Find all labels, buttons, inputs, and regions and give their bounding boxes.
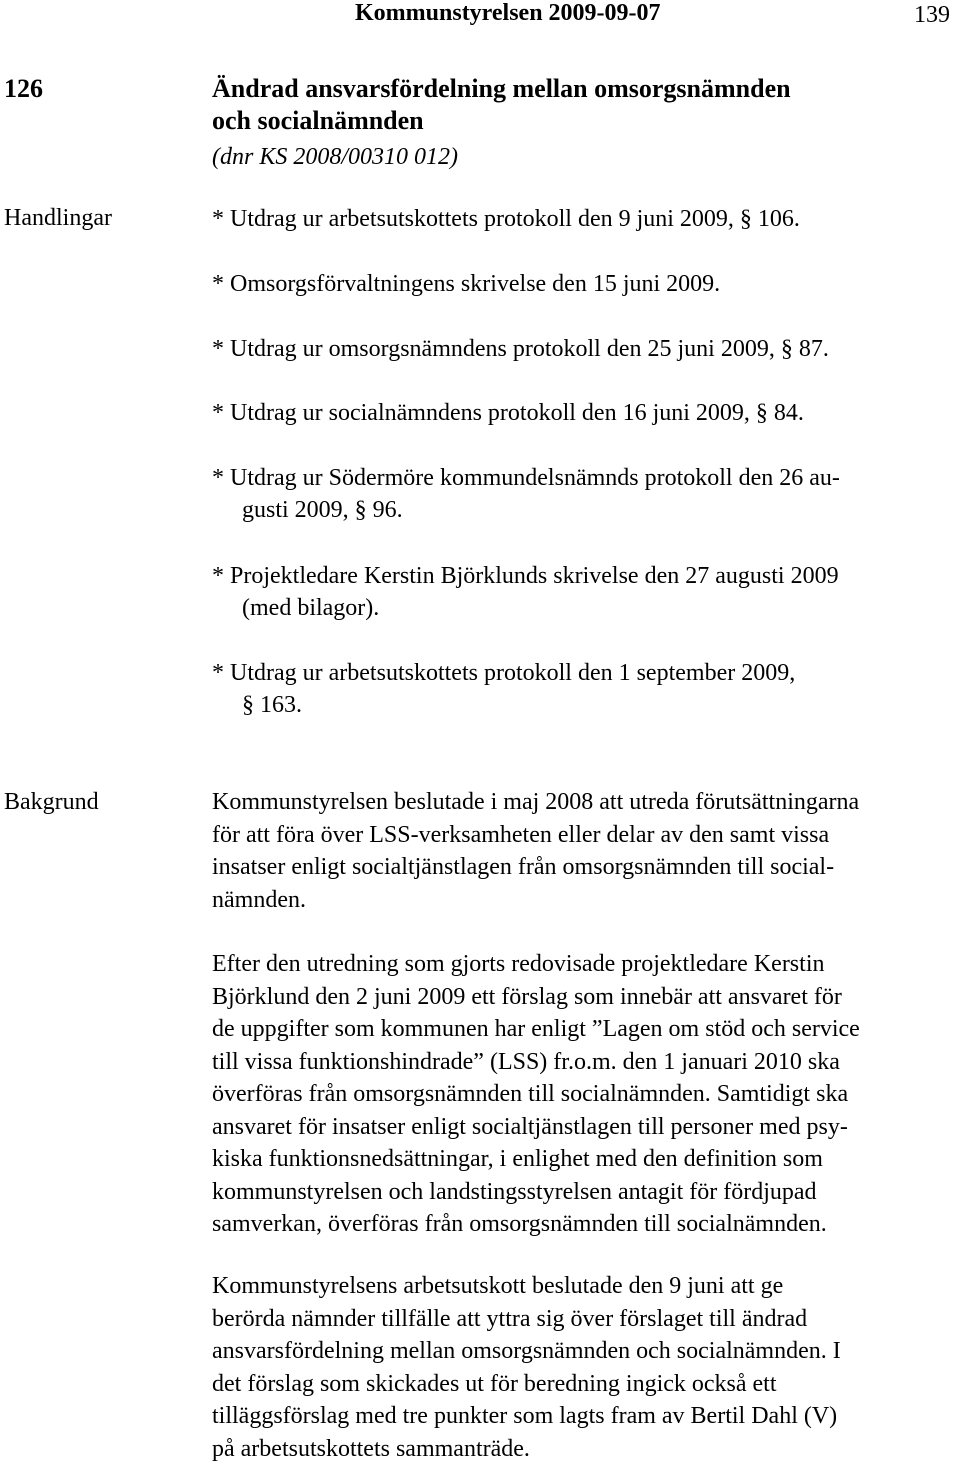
text-line: tilläggsförslag med tre punkter som lagts fram av Bertil Dahl (V) (212, 1400, 957, 1433)
section-title (212, 73, 952, 137)
text-line: Kommunstyrelsen beslutade i maj 2008 att utreda förutsättningarna (212, 786, 957, 819)
section-title-line: och socialnämnden (212, 105, 952, 137)
text-line: de uppgifter som kommunen har enligt ”Lagen om stöd och service (212, 1013, 957, 1046)
section-title-line: Ändrad ansvarsfördelning mellan omsorgsnämnden (212, 73, 952, 105)
item-line: * Utdrag ur socialnämndens protokoll den 16 juni 2009, § 84. (212, 397, 957, 429)
item-line: * Utdrag ur omsorgsnämndens protokoll den 25 juni 2009, § 87. (212, 333, 957, 365)
text-line: Kommunstyrelsens arbetsutskott beslutade den 9 juni att ge (212, 1270, 957, 1303)
text-line: ansvaret för insatser enligt socialtjänstlagen till personer med psy- (212, 1111, 957, 1144)
item-line: * Utdrag ur arbetsutskottets protokoll den 1 september 2009, (212, 657, 957, 689)
text-line: för att föra över LSS-verksamheten eller delar av den samt vissa (212, 819, 957, 852)
text-line: det förslag som skickades ut för beredning ingick också ett (212, 1368, 957, 1401)
text-line: ansvarsfördelning mellan omsorgsnämnden och socialnämnden. I (212, 1335, 957, 1368)
document-list-item (212, 333, 957, 365)
document-list-item (212, 657, 957, 721)
document-list-item (212, 397, 957, 429)
document-list-item (212, 203, 957, 235)
paragraph (212, 948, 957, 1241)
text-line: överföras från omsorgsnämnden till socialnämnden. Samtidigt ska (212, 1078, 957, 1111)
text-line: Björklund den 2 juni 2009 ett förslag som innebär att ansvaret för (212, 981, 957, 1014)
item-line: § 163. (212, 689, 957, 721)
item-line: * Utdrag ur Södermöre kommundelsnämnds protokoll den 26 au- (212, 462, 957, 494)
text-line: samverkan, överföras från omsorgsnämnden till socialnämnden. (212, 1208, 957, 1241)
text-line: Efter den utredning som gjorts redovisade projektledare Kerstin (212, 948, 957, 981)
paragraph (212, 786, 957, 916)
text-line: nämnden. (212, 884, 957, 917)
page-number: 139 (914, 0, 950, 30)
text-line: till vissa funktionshindrade” (LSS) fr.o.m. den 1 januari 2010 ska (212, 1046, 957, 1079)
text-line: kommunstyrelsen och landstingsstyrelsen antagit för fördjupad (212, 1176, 957, 1209)
text-line: kiska funktionsnedsättningar, i enlighet med den definition som (212, 1143, 957, 1176)
page-header (0, 0, 960, 30)
item-line: * Utdrag ur arbetsutskottets protokoll den 9 juni 2009, § 106. (212, 203, 957, 235)
item-line: (med bilagor). (212, 592, 957, 624)
bakgrund-label: Bakgrund (4, 787, 99, 817)
item-line: * Projektledare Kerstin Björklunds skrivelse den 27 augusti 2009 (212, 560, 957, 592)
document-list-item (212, 268, 957, 300)
handlingar-label: Handlingar (4, 203, 112, 233)
section-number: 126 (4, 73, 43, 105)
diary-number: (dnr KS 2008/00310 012) (212, 142, 458, 172)
text-line: på arbetsutskottets sammanträde. (212, 1433, 957, 1465)
document-list-item (212, 560, 957, 624)
text-line: berörda nämnder tillfälle att yttra sig över förslaget till ändrad (212, 1303, 957, 1336)
item-line: gusti 2009, § 96. (212, 494, 957, 526)
header-title: Kommunstyrelsen 2009-09-07 (355, 0, 661, 28)
text-line: insatser enligt socialtjänstlagen från omsorgsnämnden till social- (212, 851, 957, 884)
paragraph (212, 1270, 957, 1465)
item-line: * Omsorgsförvaltningens skrivelse den 15 juni 2009. (212, 268, 957, 300)
document-list-item (212, 462, 957, 526)
